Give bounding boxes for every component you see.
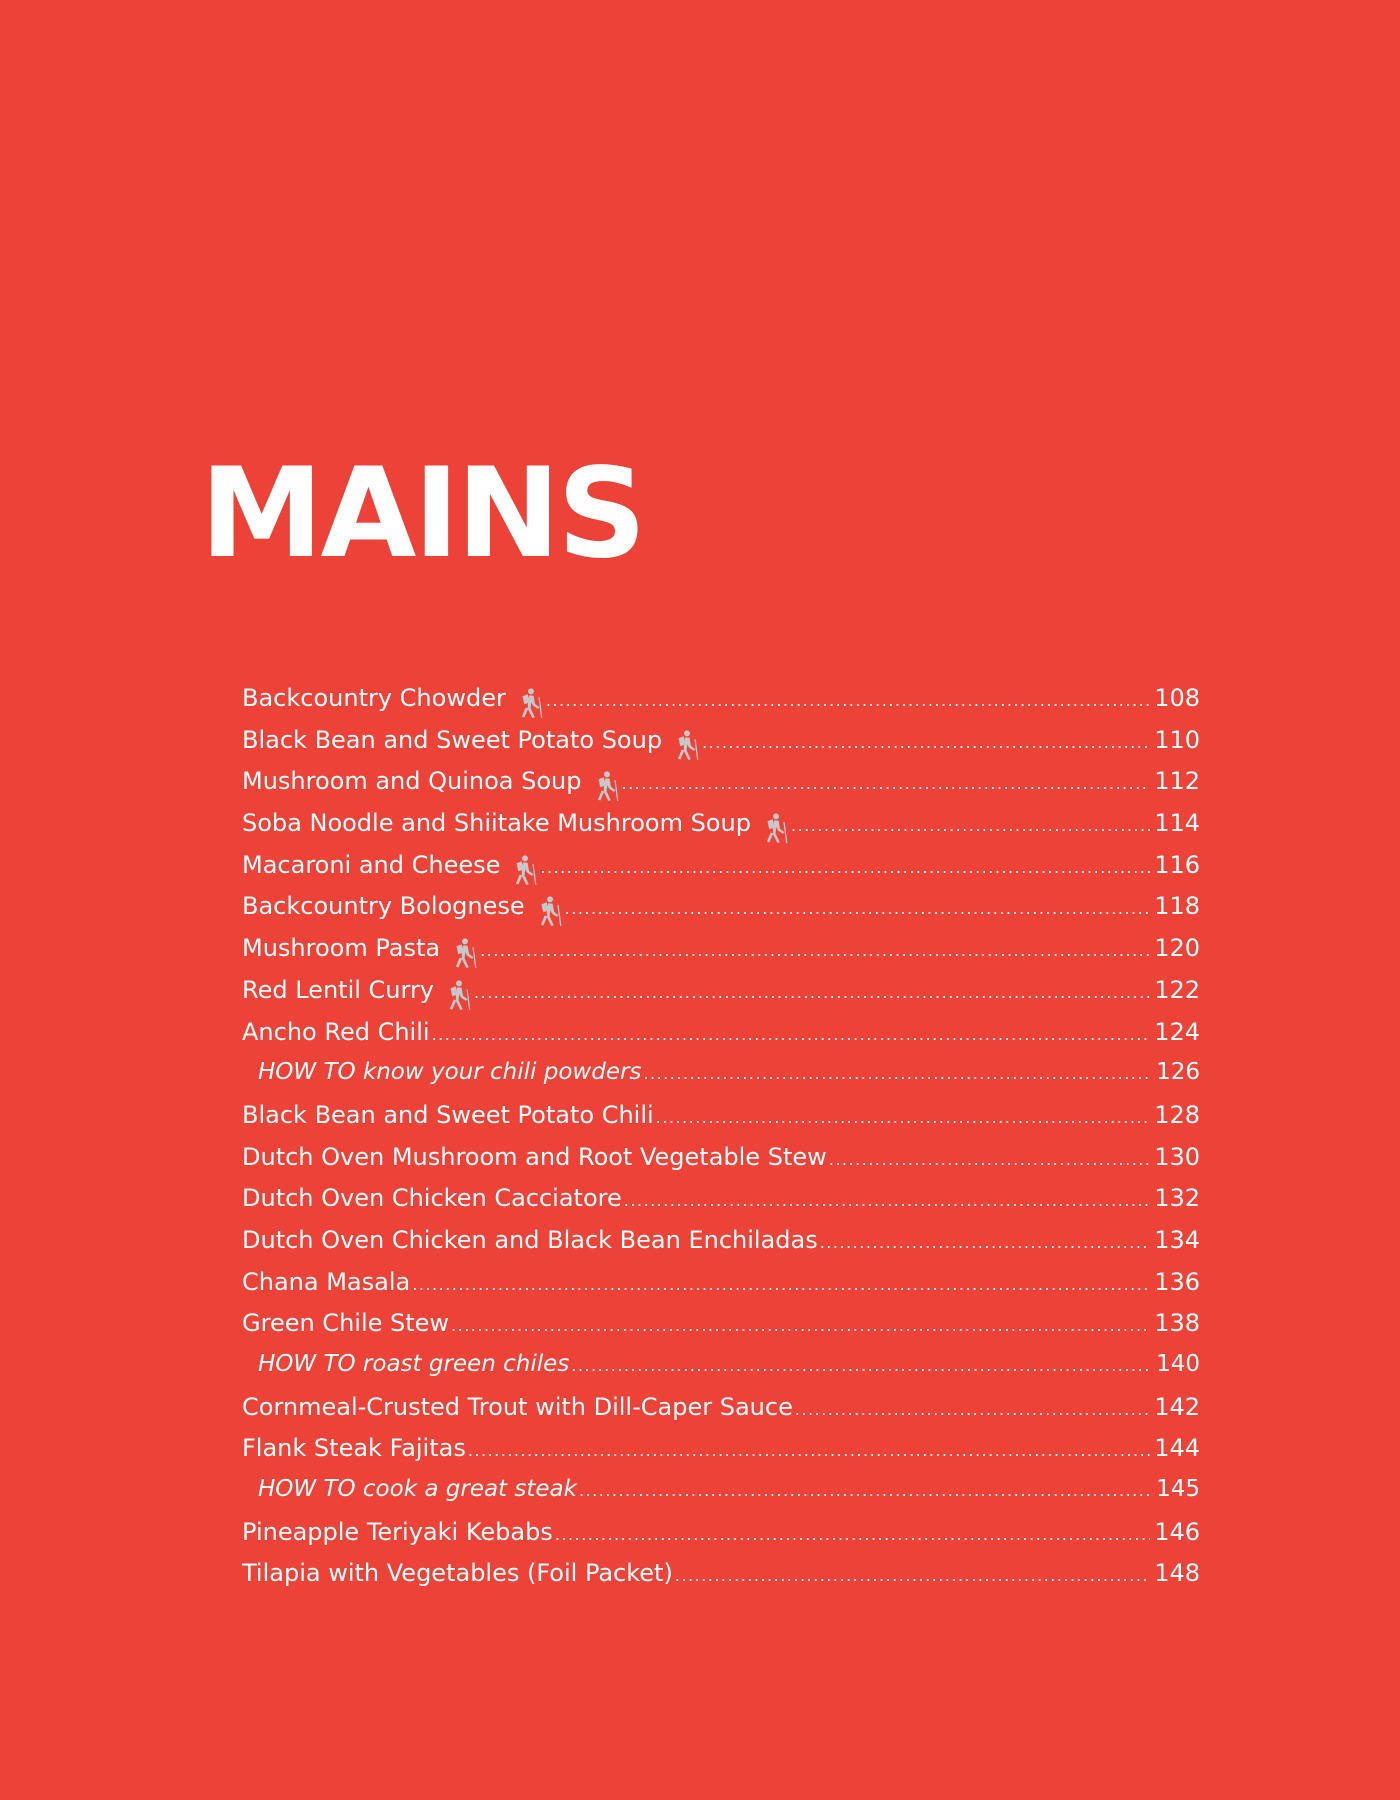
toc-entry[interactable] xyxy=(242,1143,1200,1185)
toc-entry-title: HOW TO roast green chiles xyxy=(258,1351,570,1377)
toc-page-number: 122 xyxy=(1154,975,1200,1004)
toc-entry[interactable] xyxy=(242,809,1200,851)
toc-entry-title: Pineapple Teriyaki Kebabs xyxy=(242,1517,553,1546)
toc-entry-title: Tilapia with Vegetables (Foil Packet) xyxy=(242,1559,673,1588)
toc-entry[interactable] xyxy=(242,934,1200,976)
toc-page-number: 132 xyxy=(1154,1184,1200,1213)
toc-entry-title: Ancho Red Chili xyxy=(242,1017,430,1046)
toc-entry-title: Black Bean and Sweet Potato Soup xyxy=(242,725,663,754)
dot-leader xyxy=(643,1059,1152,1085)
dot-leader xyxy=(546,684,1150,712)
toc-page-number: 118 xyxy=(1154,892,1200,921)
toc-page-number: 114 xyxy=(1154,809,1200,838)
toc-page-number: 140 xyxy=(1156,1351,1200,1377)
hiker-icon xyxy=(510,855,538,885)
toc-entry[interactable] xyxy=(242,1184,1200,1226)
toc-subentry[interactable] xyxy=(242,1351,1200,1393)
hiker-icon xyxy=(444,980,472,1010)
toc-page-number: 138 xyxy=(1154,1309,1200,1338)
toc-page-number: 116 xyxy=(1154,850,1200,879)
hiker-icon xyxy=(535,896,563,926)
toc-entry[interactable] xyxy=(242,767,1200,809)
dot-leader xyxy=(565,892,1151,920)
toc-entry[interactable] xyxy=(242,726,1200,768)
toc-page-number: 126 xyxy=(1156,1059,1200,1086)
toc-entry-title: Red Lentil Curry xyxy=(242,975,435,1004)
toc-entry-title: HOW TO know your chili powders xyxy=(258,1059,642,1086)
toc-entry-title: Backcountry Chowder xyxy=(242,684,506,712)
toc-page-number: 120 xyxy=(1154,934,1200,963)
toc-entry-title: Black Bean and Sweet Potato Chili xyxy=(242,1100,654,1129)
hiker-icon xyxy=(672,730,700,760)
toc-entry[interactable] xyxy=(242,851,1200,893)
hiker-icon xyxy=(516,688,544,718)
toc-page-number: 136 xyxy=(1154,1267,1200,1296)
toc-entry-title: Dutch Oven Chicken Cacciatore xyxy=(242,1184,622,1213)
toc-page-number: 110 xyxy=(1154,725,1200,754)
dot-leader xyxy=(656,1101,1151,1129)
toc-entry[interactable] xyxy=(242,1393,1200,1435)
toc-entry[interactable] xyxy=(242,684,1200,726)
dot-leader xyxy=(702,726,1150,754)
toc-entry[interactable] xyxy=(242,892,1200,934)
dot-leader xyxy=(829,1143,1150,1171)
hiker-icon xyxy=(761,813,789,843)
toc-entry-title: Mushroom Pasta xyxy=(242,934,441,963)
toc-subentry[interactable] xyxy=(242,1059,1200,1101)
dot-leader xyxy=(791,809,1150,837)
toc-entry-title: Mushroom and Quinoa Soup xyxy=(242,767,582,796)
hiker-icon xyxy=(450,938,478,968)
toc-page-number: 134 xyxy=(1154,1225,1200,1254)
toc-page-number: 142 xyxy=(1154,1392,1200,1421)
toc-entry-title: Dutch Oven Mushroom and Root Vegetable Stew xyxy=(242,1142,827,1171)
dot-leader xyxy=(480,934,1150,962)
toc-entry[interactable] xyxy=(242,976,1200,1018)
toc-entry-title: Green Chile Stew xyxy=(242,1309,450,1338)
toc-entry[interactable] xyxy=(242,1559,1200,1601)
toc-entry-title: Soba Noodle and Shiitake Mushroom Soup xyxy=(242,809,751,838)
toc-entry[interactable] xyxy=(242,1268,1200,1310)
dot-leader xyxy=(474,976,1150,1004)
toc-page-number: 148 xyxy=(1154,1559,1200,1588)
dot-leader xyxy=(675,1559,1150,1587)
toc-page-number: 108 xyxy=(1154,684,1200,712)
section-title: MAINS xyxy=(200,442,644,586)
toc-entry[interactable] xyxy=(242,1434,1200,1476)
toc-entry-title: Backcountry Bolognese xyxy=(242,892,525,921)
toc-entry[interactable] xyxy=(242,1101,1200,1143)
toc-entry[interactable] xyxy=(242,1226,1200,1268)
dot-leader xyxy=(579,1476,1152,1502)
toc-entry-title: Macaroni and Cheese xyxy=(242,850,501,879)
toc-page-number: 146 xyxy=(1154,1517,1200,1546)
dot-leader xyxy=(622,767,1151,795)
toc-entry[interactable] xyxy=(242,1309,1200,1351)
dot-leader xyxy=(624,1184,1150,1212)
dot-leader xyxy=(820,1226,1150,1254)
toc-entry-title: HOW TO cook a great steak xyxy=(258,1476,577,1503)
toc-entry-title: Flank Steak Fajitas xyxy=(242,1434,466,1463)
toc-entry[interactable] xyxy=(242,1518,1200,1560)
dot-leader xyxy=(412,1268,1150,1296)
toc-subentry[interactable] xyxy=(242,1476,1200,1518)
toc-entry-title: Chana Masala xyxy=(242,1267,411,1296)
toc-page-number: 128 xyxy=(1154,1100,1200,1129)
toc-page-number: 144 xyxy=(1154,1434,1200,1463)
dot-leader xyxy=(468,1434,1150,1462)
dot-leader xyxy=(432,1018,1151,1046)
dot-leader xyxy=(540,851,1150,879)
toc-entry-title: Dutch Oven Chicken and Black Bean Enchiladas xyxy=(242,1225,818,1254)
toc-page-number: 145 xyxy=(1156,1476,1200,1503)
dot-leader xyxy=(555,1518,1150,1546)
dot-leader xyxy=(795,1393,1150,1421)
toc-page-number: 112 xyxy=(1154,767,1200,796)
dot-leader xyxy=(451,1309,1150,1337)
toc-page-number: 130 xyxy=(1154,1142,1200,1171)
dot-leader xyxy=(571,1351,1152,1377)
toc-page-number: 124 xyxy=(1154,1017,1200,1046)
toc-entry[interactable] xyxy=(242,1018,1200,1060)
toc-entry-title: Cornmeal-Crusted Trout with Dill-Caper Sauce xyxy=(242,1392,793,1421)
table-of-contents xyxy=(242,684,1200,1601)
hiker-icon xyxy=(592,771,620,801)
